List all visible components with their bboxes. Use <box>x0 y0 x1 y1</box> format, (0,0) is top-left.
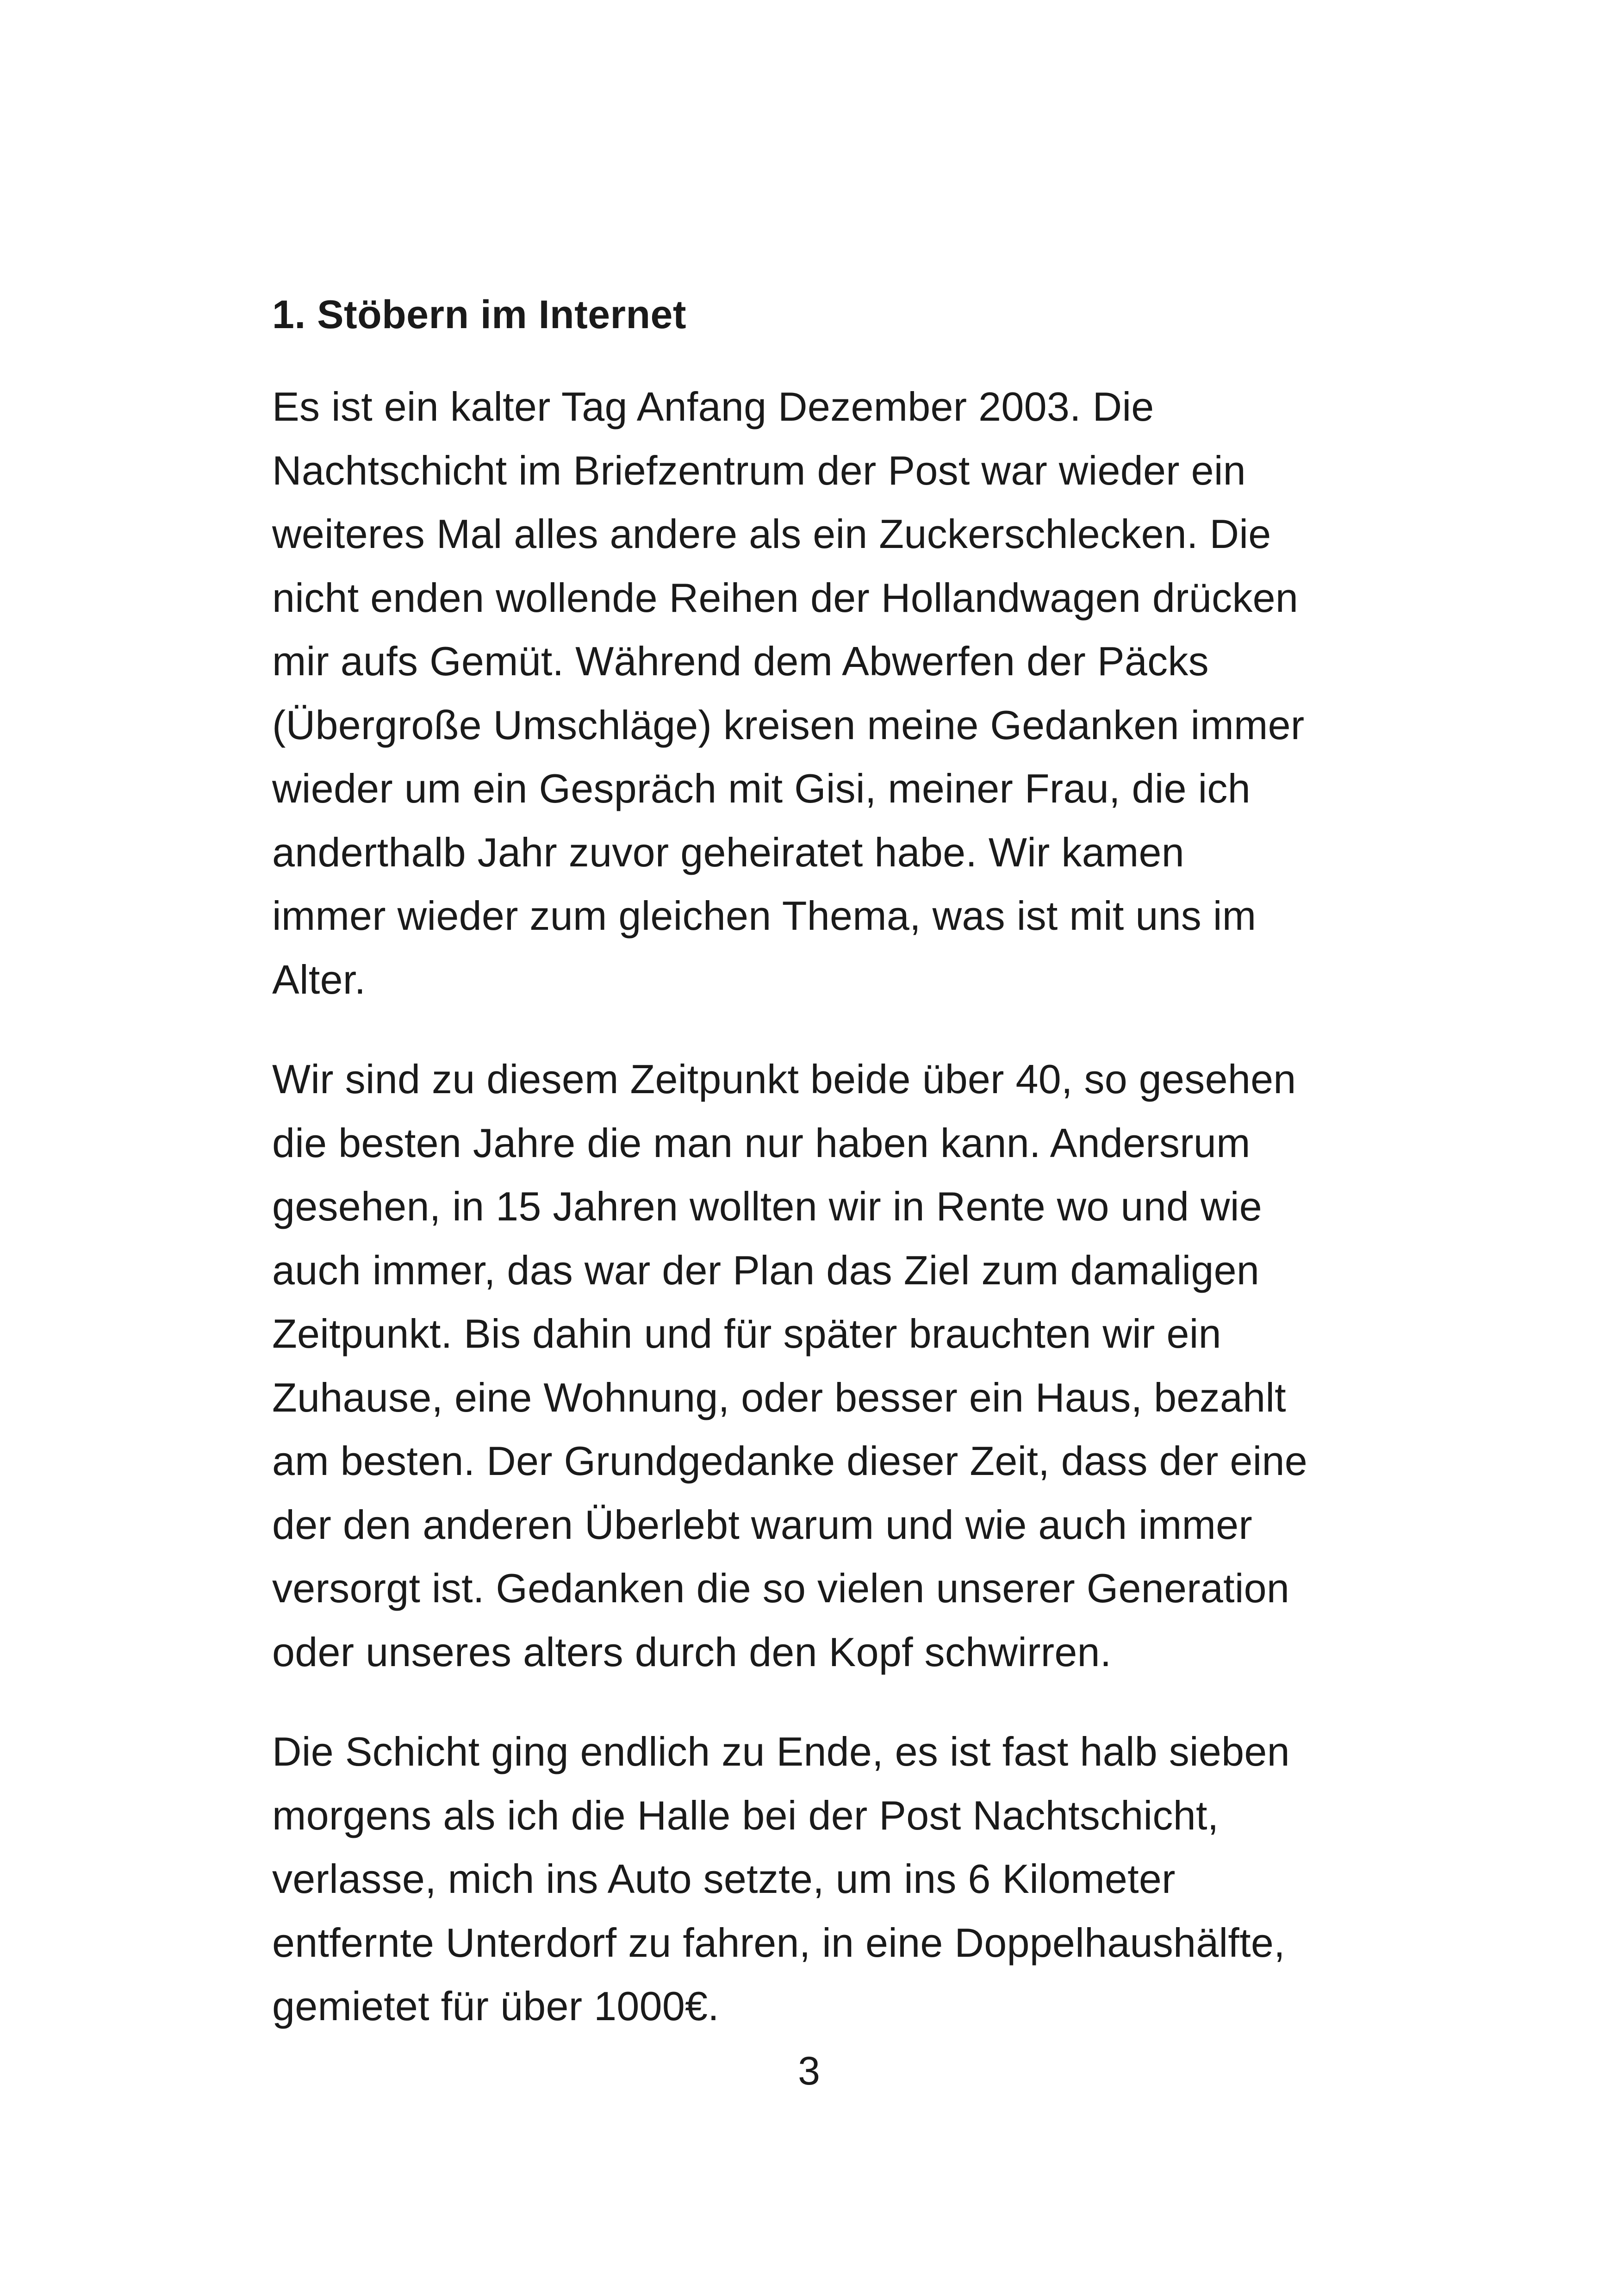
text-line: oder unseres alters durch den Kopf schwirren. <box>272 1629 1112 1675</box>
text-line: auch immer, das war der Plan das Ziel zum damaligen <box>272 1247 1260 1293</box>
text-line: Es ist ein kalter Tag Anfang Dezember 2003. Die <box>272 384 1154 429</box>
text-line: der den anderen Überlebt warum und wie auch immer <box>272 1501 1253 1548</box>
text-line: morgens als ich die Halle bei der Post Nachtschicht, <box>272 1792 1219 1838</box>
text-line: Nachtschicht im Briefzentrum der Post war wieder ein <box>272 447 1246 493</box>
text-line: (Übergroße Umschläge) kreisen meine Gedanken immer <box>272 702 1305 748</box>
text-line: Zuhause, eine Wohnung, oder besser ein Haus, bezahlt <box>272 1374 1286 1420</box>
text-line: nicht enden wollende Reihen der Hollandwagen drücken <box>272 574 1299 621</box>
chapter-heading: 1. Stöbern im Internet <box>272 292 687 337</box>
text-line: immer wieder zum gleichen Thema, was ist mit uns im <box>272 893 1257 939</box>
text-line: am besten. Der Grundgedanke dieser Zeit, dass der eine <box>272 1438 1307 1484</box>
text-line: Die Schicht ging endlich zu Ende, es ist fast halb sieben <box>272 1729 1290 1774</box>
text-line: anderthalb Jahr zuvor geheiratet habe. Wir kamen <box>272 829 1185 875</box>
text-line: verlasse, mich ins Auto setzte, um ins 6 Kilometer <box>272 1856 1176 1902</box>
text-line: weiteres Mal alles andere als ein Zuckerschlecken. Die <box>272 511 1271 557</box>
text-line: mir aufs Gemüt. Während dem Abwerfen der Päcks <box>272 638 1209 684</box>
page-content <box>272 287 1374 2074</box>
paragraph-2 <box>272 1047 1374 1684</box>
paragraph-1 <box>272 375 1374 1011</box>
text-line: wieder um ein Gespräch mit Gisi, meiner Frau, die ich <box>272 765 1251 811</box>
text-line: entfernte Unterdorf zu fahren, in eine Doppelhaushälfte, <box>272 1919 1285 1966</box>
text-line: die besten Jahre die man nur haben kann. Andersrum <box>272 1120 1251 1166</box>
text-line: Zeitpunkt. Bis dahin und für später brauchten wir ein <box>272 1311 1221 1356</box>
text-line: Alter. <box>272 956 366 1002</box>
text-line: gesehen, in 15 Jahren wollten wir in Rente wo und wie <box>272 1183 1262 1229</box>
paragraph-3 <box>272 1720 1374 2038</box>
text-line: gemietet für über 1000€. <box>272 1983 720 2029</box>
text-line: Wir sind zu diesem Zeitpunkt beide über 40, so gesehen <box>272 1056 1296 1102</box>
text-line: versorgt ist. Gedanken die so vielen unserer Generation <box>272 1565 1290 1611</box>
page-number: 3 <box>798 2049 820 2093</box>
